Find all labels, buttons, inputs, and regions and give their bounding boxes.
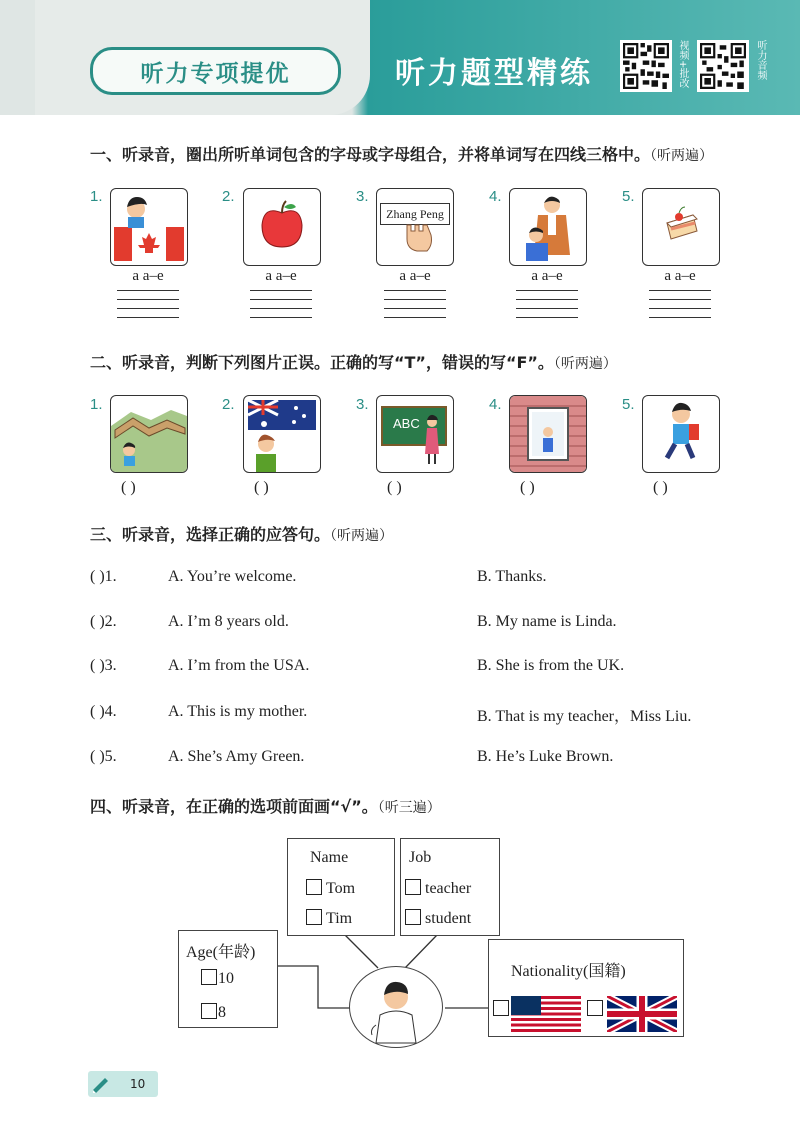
job-option[interactable] (405, 879, 471, 898)
name-option[interactable] (306, 909, 352, 928)
answer-parentheses[interactable]: ( ) (387, 479, 402, 496)
section4-note: （听三遍） (377, 800, 441, 816)
question-number[interactable]: ( )4. (90, 703, 117, 720)
checkbox[interactable] (405, 909, 421, 925)
question-number[interactable]: ( )2. (90, 613, 117, 630)
item-number: 3. (356, 396, 369, 413)
checkbox[interactable] (201, 969, 217, 985)
boy-portrait (349, 966, 443, 1048)
letter-options: a a–e (132, 268, 164, 284)
checkbox[interactable] (306, 879, 322, 895)
option-b: B. My name is Linda. (477, 613, 617, 630)
header-title: 听力题型精练 (395, 56, 593, 91)
checkbox[interactable] (405, 879, 421, 895)
section2-note: （听两遍） (553, 356, 617, 372)
option-label: student (425, 910, 472, 927)
checkbox[interactable] (493, 1000, 509, 1016)
letter-options: a a–e (531, 268, 563, 284)
page-number: 10 (130, 1077, 146, 1091)
question-number[interactable]: ( )1. (90, 568, 117, 585)
item-number: 1. (90, 188, 103, 205)
age-option[interactable] (201, 969, 234, 988)
section1-title-text: 一、听录音，圈出所听单词包含的字母或字母组合，并将单词写在四线三格中。 (90, 145, 651, 164)
item-number: 4. (489, 188, 502, 205)
answer-parentheses[interactable]: ( ) (653, 479, 668, 496)
board-text: ABC (381, 406, 447, 446)
letter-options: a a–e (664, 268, 696, 284)
option-label: teacher (425, 880, 472, 897)
option-b: B. That is my teacher，Miss Liu. (477, 708, 692, 725)
section2-title-text: 二、听录音，判断下列图片正误。正确的写“T”，错误的写“F”。 (90, 353, 554, 372)
section4-title-text: 四、听录音，在正确的选项前面画“√”。 (90, 797, 378, 816)
uk-flag-icon[interactable] (607, 996, 677, 1032)
job-option[interactable] (405, 909, 471, 928)
job-box-title: Job (409, 849, 432, 866)
letter-options: a a–e (265, 268, 297, 284)
option-a: A. This is my mother. (168, 703, 308, 720)
checkbox[interactable] (306, 909, 322, 925)
section3-title-text: 三、听录音，选择正确的应答句。 (90, 525, 331, 544)
age-box-title: Age(年龄) (186, 944, 256, 961)
item-number: 4. (489, 396, 502, 413)
age-option[interactable] (201, 1003, 226, 1022)
answer-parentheses[interactable]: ( ) (121, 479, 136, 496)
pencil-icon (90, 1073, 112, 1095)
option-label: 10 (218, 970, 234, 987)
option-label: Tom (326, 880, 356, 897)
letter-options: a a–e (399, 268, 431, 284)
usa-flag-icon[interactable] (511, 996, 581, 1032)
option-a: A. I’m from the USA. (168, 657, 310, 674)
job-box (400, 838, 500, 936)
nationality-box (488, 939, 684, 1037)
section1-note: （听两遍） (650, 148, 714, 164)
age-box (178, 930, 278, 1028)
item-number: 1. (90, 396, 103, 413)
option-a: A. She’s Amy Green. (168, 748, 305, 765)
item-number: 3. (356, 188, 369, 205)
item-number: 5. (622, 396, 635, 413)
question-number[interactable]: ( )5. (90, 748, 117, 765)
qr1-label: 视频+批改 (677, 40, 688, 89)
nationality-box-title: Nationality(国籍) (511, 963, 626, 980)
option-label: 8 (218, 1004, 226, 1021)
option-a: A. I’m 8 years old. (168, 613, 289, 630)
option-a: A. You’re welcome. (168, 568, 297, 585)
section3-note: （听两遍） (330, 528, 394, 544)
qr2-label: 听力音频 (755, 40, 766, 80)
item-number: 2. (222, 396, 235, 413)
question-number[interactable]: ( )3. (90, 657, 117, 674)
option-b: B. Thanks. (477, 568, 547, 585)
option-b: B. She is from the UK. (477, 657, 625, 674)
name-box-title: Name (310, 849, 349, 866)
sign-text: Zhang Peng (380, 203, 450, 225)
checkbox[interactable] (587, 1000, 603, 1016)
header-pill: 听力专项提优 (90, 47, 341, 95)
item-number: 2. (222, 188, 235, 205)
answer-parentheses[interactable]: ( ) (254, 479, 269, 496)
item-number: 5. (622, 188, 635, 205)
answer-parentheses[interactable]: ( ) (520, 479, 535, 496)
name-box (287, 838, 395, 936)
name-option[interactable] (306, 879, 355, 898)
option-label: Tim (326, 910, 353, 927)
option-b: B. He’s Luke Brown. (477, 748, 614, 765)
checkbox[interactable] (201, 1003, 217, 1019)
